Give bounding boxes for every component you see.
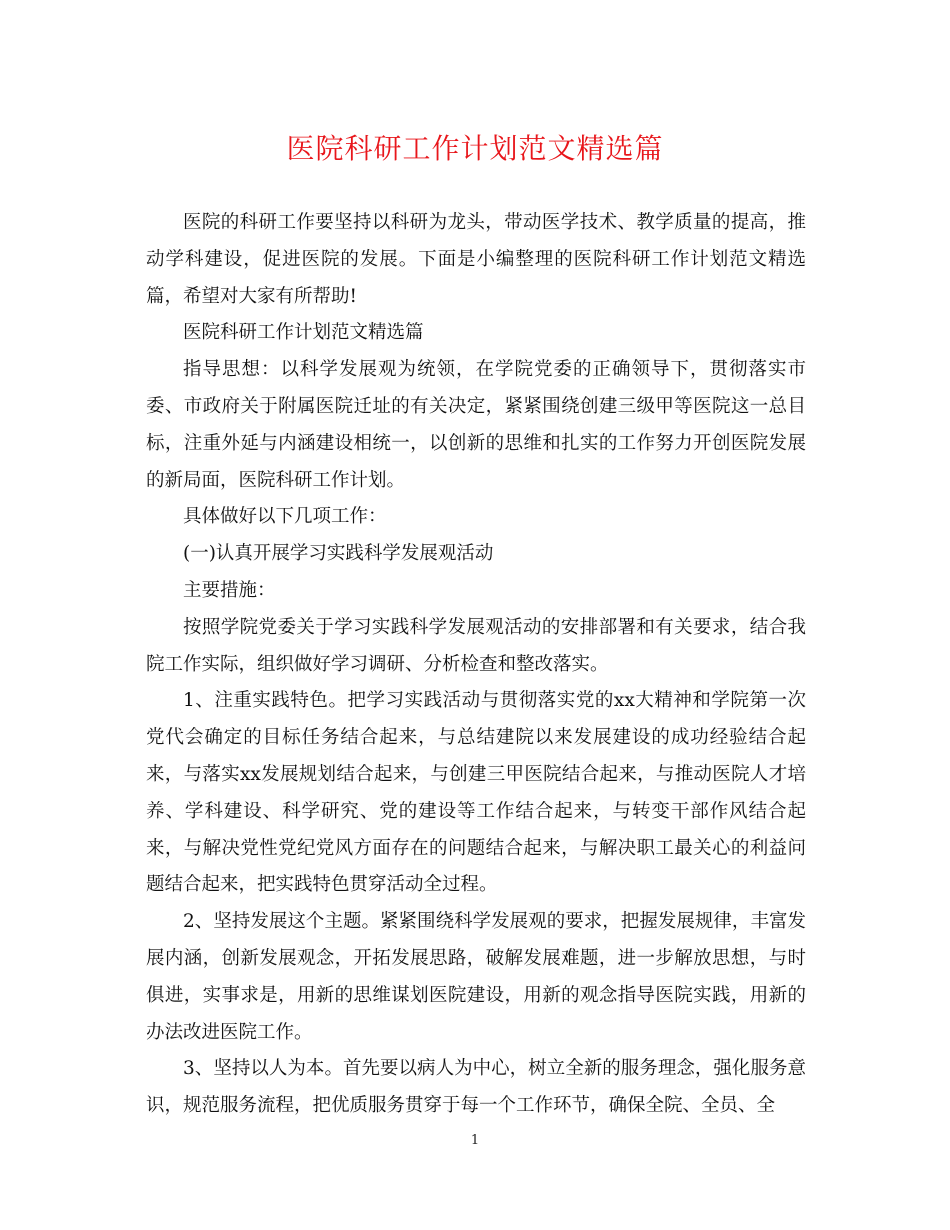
- point-three-paragraph: 3、坚持以人为本。首先要以病人为中心，树立全新的服务理念，强化服务意识，规范服务流程，把优质服务贯穿于每一个工作环节，确保全院、全员、全: [146, 1058, 806, 1117]
- tasks-intro-paragraph: 具体做好以下几项工作：: [183, 506, 387, 528]
- task-one-heading: (一)认真开展学习实践科学发展观活动: [183, 543, 494, 565]
- point-one-paragraph: 1、注重实践特色。把学习实践活动与贯彻落实党的xx大精神和学院第一次党代会确定的目标任务结合起来，与总结建院以来发展建设的成功经验结合起来，与落实xx发展规划结合起来，与创建三甲医院结合起来，与推动医院人才培养、学科建设、科学研究、党的建设等工作结合起来，与转变干部作风结合起来，与解决党性党纪党风方面存在的问题结合起来，与解决职工最关心的利益问题结合起来，把实践特色贯穿活动全过程。: [146, 690, 806, 896]
- guiding-principle-paragraph: 指导思想：以科学发展观为统领，在学院党委的正确领导下，贯彻落实市委、市政府关于附属医院迁址的有关决定，紧紧围绕创建三级甲等医院这一总目标，注重外延与内涵建设相统一，以创新的思维和扎实的工作努力开创医院发展的新局面，医院科研工作计划。: [146, 359, 806, 491]
- point-two-paragraph: 2、坚持发展这个主题。紧紧围绕科学发展观的要求，把握发展规律，丰富发展内涵，创新发展观念，开拓发展思路，破解发展难题，进一步解放思想，与时俱进，实事求是，用新的思维谋划医院建设，用新的观念指导医院实践，用新的办法改进医院工作。: [146, 911, 806, 1043]
- document-body: [146, 205, 806, 1125]
- measures-paragraph: 按照学院党委关于学习实践科学发展观活动的安排部署和有关要求，结合我院工作实际，组织做好学习调研、分析检查和整改落实。: [146, 616, 806, 675]
- page-number: 1: [470, 1133, 480, 1148]
- section-heading: 医院科研工作计划范文精选篇: [183, 322, 424, 344]
- intro-paragraph: 医院的科研工作要坚持以科研为龙头，带动医学技术、教学质量的提高，推动学科建设，促进医院的发展。下面是小编整理的医院科研工作计划范文精选篇，希望对大家有所帮助!: [146, 212, 806, 307]
- measures-label: 主要措施：: [183, 579, 276, 601]
- document-title: 医院科研工作计划范文精选篇: [286, 132, 664, 165]
